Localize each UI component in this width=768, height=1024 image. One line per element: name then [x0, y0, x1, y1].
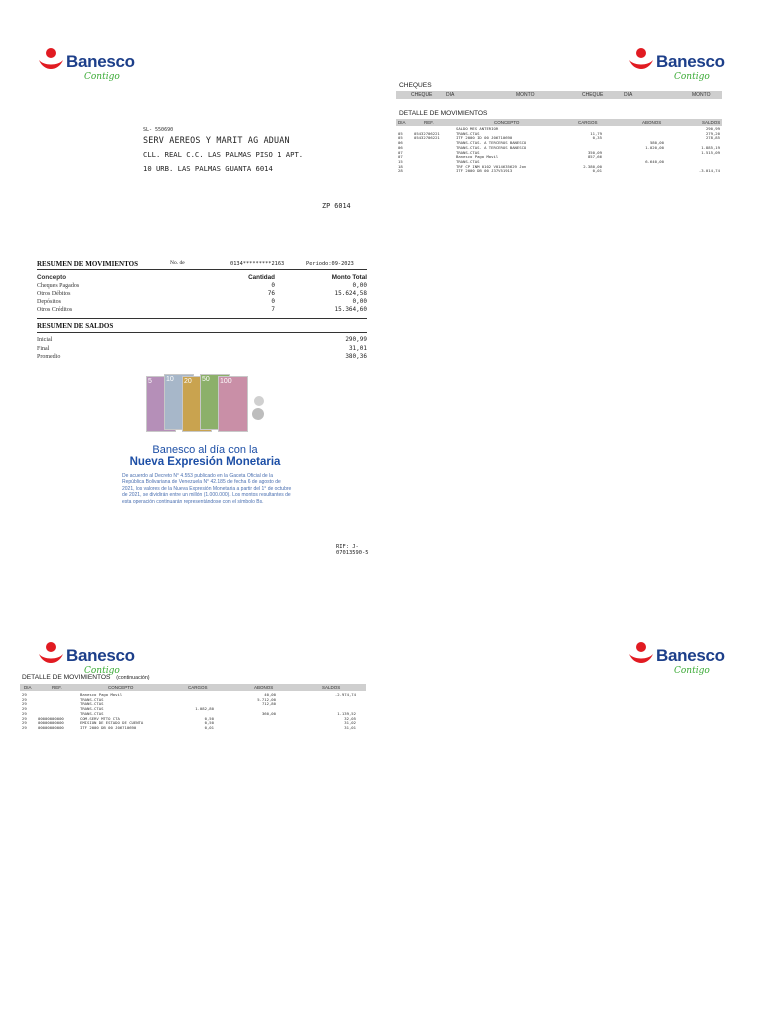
cell-dia: 29	[22, 725, 27, 731]
cell-concepto: ITF 2000 DB 00 J06710690	[80, 725, 137, 731]
cheques-title: CHEQUES	[399, 82, 432, 89]
cell-dia: 06	[398, 140, 403, 146]
detail-cont-title-text: DETALLE DE MOVIMIENTOS	[22, 674, 111, 681]
cell-concepto: TRANS.CTAS	[456, 130, 480, 136]
summary-concept: Otros Débitos	[37, 291, 71, 297]
banesco-logo	[626, 44, 738, 88]
cell-concepto: SALDO MES ANTERIOR	[456, 126, 499, 131]
cell-saldos: 1.139,52	[337, 710, 356, 716]
cell-dia: 15	[398, 159, 403, 165]
statement-period: Periodo:09-2023	[306, 261, 354, 267]
col-concepto: CONCEPTO	[108, 685, 134, 690]
movements-summary-table	[37, 274, 367, 314]
promo-title-line-1: Banesco al día con la	[152, 444, 258, 456]
cell-concepto: TRANS.CTAS	[80, 696, 104, 702]
banesco-logo	[36, 44, 148, 88]
brand-name: Banesco	[66, 52, 135, 71]
cell-concepto: EMISION DE ESTADO DE CUENTA	[80, 720, 144, 726]
summary-qty: 76	[267, 290, 275, 297]
cell-concepto: TRANS.CTAS. A TERCEROS BANESCO	[456, 140, 527, 146]
cell-saldos: -3.014,74	[698, 168, 720, 174]
balance-value: 31,01	[348, 344, 367, 352]
account-code: SL- 550690	[143, 127, 174, 133]
balance-label: Final	[37, 345, 50, 352]
brand-name: Banesco	[656, 52, 725, 71]
cell-cargos: 0,01	[592, 168, 602, 174]
col-concept: Concepto	[37, 274, 67, 281]
coin-icon	[252, 408, 264, 420]
cheques-header-bar	[396, 91, 722, 99]
col-abonos: ABONOS	[642, 120, 662, 125]
brand-name: Banesco	[656, 646, 725, 665]
denomination-label: 5	[148, 378, 152, 385]
denomination-label: 50	[202, 376, 210, 383]
detail-cont-subtitle: (continuación)	[116, 675, 150, 681]
cell-dia: 05	[398, 135, 403, 141]
cell-concepto: TRANS.CTAS	[456, 149, 480, 155]
col-dia: DIA	[446, 92, 455, 98]
summary-total: 0,00	[352, 282, 367, 289]
col-monto: MONTO	[692, 92, 711, 98]
cell-abonos: 712,80	[261, 701, 276, 707]
cell-dia: 05	[398, 130, 403, 136]
balance-row	[37, 345, 367, 354]
cell-dia: 29	[22, 715, 27, 721]
denomination-label: 10	[166, 376, 174, 383]
cell-concepto: TRANS.CTAS	[80, 706, 104, 712]
summary-total: 0,00	[352, 298, 367, 305]
account-holder: SERV AEREOS Y MARIT AG ADUAN	[143, 135, 290, 145]
cell-dia: 29	[22, 710, 27, 716]
account-number: 0134*********2163	[230, 261, 285, 267]
cell-cargos: 0,35	[592, 135, 602, 141]
cell-ref: 05432706221	[414, 135, 440, 141]
banesco-mark-icon	[626, 46, 656, 76]
brand-tagline: Contigo	[674, 72, 710, 82]
balances-table	[37, 336, 367, 362]
cell-abonos: 5.712,00	[257, 696, 276, 702]
col-cargos: CARGOS	[188, 685, 208, 690]
cell-cargos: 11,79	[590, 130, 602, 136]
statement-page-1	[0, 0, 384, 556]
brand-tagline: Contigo	[84, 72, 120, 82]
cell-abonos: 360,00	[261, 710, 276, 716]
cell-saldos: 278,85	[705, 135, 720, 141]
promo-body: De acuerdo al Decreto N° 4.553 publicado en la Gaceta Oficial de la República Bolivariana de Venezuela N° 42.185 de fecha 6 de agosto de 2021, los valores de la Nueva Expresión Monetaria a partir del 1° de octubre de 2021, se dividirán entre un millón (1.000.000). Los montos resultantes de esta operación continuarán representándose con el símbolo Bs.	[122, 473, 292, 505]
cell-dia: 18	[398, 163, 403, 169]
cell-concepto: TRANS.CTAS	[80, 710, 104, 716]
summary-qty: 7	[271, 306, 275, 313]
col-cheque: CHEQUE	[582, 92, 604, 98]
divider	[37, 318, 367, 319]
cell-cargos: 1.082,80	[195, 706, 214, 712]
col-concepto: CONCEPTO	[494, 120, 520, 125]
brand-tagline: Contigo	[674, 666, 710, 676]
cell-concepto: TRANS.CTAS	[80, 701, 104, 707]
cell-cargos: 2.380,00	[583, 163, 602, 169]
table-row	[398, 169, 722, 174]
cell-concepto: Banesco Pago Movil	[80, 692, 123, 697]
col-total: Monto Total	[331, 274, 367, 281]
cell-concepto: TRANS.CTAS. A TERCEROS BANESCO	[456, 144, 527, 150]
cell-ref: 00000000000	[38, 715, 64, 721]
banesco-logo	[626, 638, 738, 682]
cell-cargos: 857,66	[587, 154, 602, 160]
cell-cargos: 0,01	[204, 725, 214, 731]
cell-saldos: 32,05	[344, 715, 356, 721]
cell-cargos: 0,50	[204, 720, 214, 726]
summary-total: 15.624,58	[334, 290, 367, 297]
col-ref: REF.	[52, 685, 62, 690]
detail-cont-table	[22, 693, 366, 731]
account-header	[143, 127, 343, 173]
summary-row	[37, 290, 367, 298]
cell-dia: 07	[398, 149, 403, 155]
col-monto: MONTO	[516, 92, 535, 98]
balance-value: 290,99	[345, 336, 367, 343]
summary-qty: 0	[271, 298, 275, 305]
col-cargos: CARGOS	[578, 120, 598, 125]
cell-concepto: Banesco Pago Movil	[456, 154, 499, 160]
cell-abonos: 6.640,00	[645, 159, 664, 165]
summary-row	[37, 282, 367, 290]
summary-qty: 0	[271, 282, 275, 289]
col-saldos: SALDOS	[702, 120, 721, 125]
balance-value: 380,36	[345, 353, 367, 360]
brand-name: Banesco	[66, 646, 135, 665]
balance-row	[37, 336, 367, 345]
cell-concepto: TRANS.CTAS	[456, 159, 480, 165]
promo-title-line-2: Nueva Expresión Monetaria	[129, 456, 281, 468]
denomination-label: 100	[220, 378, 232, 385]
cell-cargos: 350,09	[587, 149, 602, 155]
col-cheque: CHEQUE	[411, 92, 433, 98]
banesco-mark-icon	[36, 640, 66, 670]
cell-saldos: 31,02	[344, 720, 356, 726]
col-saldos: SALDOS	[322, 685, 341, 690]
account-number-label: No. de	[170, 260, 185, 266]
brand-tagline: Contigo	[84, 666, 120, 676]
cell-abonos: 1.020,00	[645, 144, 664, 150]
cell-dia: 29	[22, 692, 27, 697]
balance-label: Inicial	[37, 337, 53, 343]
cell-cargos: 0,50	[204, 715, 214, 721]
cell-dia: 29	[22, 706, 27, 712]
cell-dia: 29	[22, 701, 27, 707]
banesco-mark-icon	[36, 46, 66, 76]
summary-title: RESUMEN DE MOVIMIENTOS	[37, 260, 138, 268]
detail-cont-header-bar	[20, 684, 366, 691]
cell-saldos: 290,99	[705, 126, 720, 131]
cell-ref: 05432706221	[414, 130, 440, 136]
summary-concept: Cheques Pagados	[37, 283, 80, 289]
col-dia: DIA	[24, 685, 32, 690]
summary-concept: Depósitos	[37, 299, 61, 305]
cell-concepto: COM.SERV MTTO CTA	[80, 715, 120, 721]
cell-abonos: 40,00	[264, 692, 276, 697]
col-abonos: ABONOS	[254, 685, 274, 690]
detail-cont-title	[22, 674, 150, 681]
cell-ref: 00000000000	[38, 725, 64, 731]
cell-dia: 28	[398, 168, 403, 174]
banknotes-illustration	[146, 372, 266, 436]
cell-saldos: 1.885,19	[701, 144, 720, 150]
col-quantity: Cantidad	[248, 274, 275, 281]
summary-header-row	[37, 274, 367, 282]
detail-table	[398, 127, 722, 174]
col-dia: DIA	[624, 92, 633, 98]
divider	[37, 332, 367, 333]
statement-page-2	[384, 0, 768, 512]
cell-saldos: 1.515,09	[701, 149, 720, 155]
cell-dia: 06	[398, 144, 403, 150]
tax-id: RIF: J-07013590-5	[336, 544, 369, 556]
cell-concepto: ITF 2000 DB 00 J37V51913	[456, 168, 513, 174]
table-row	[22, 726, 366, 731]
cell-abonos: 580,00	[649, 140, 664, 146]
cell-dia: 07	[398, 154, 403, 160]
denomination-label: 20	[184, 378, 192, 385]
summary-row	[37, 298, 367, 306]
cell-saldos: 279,20	[705, 130, 720, 136]
balance-label: Promedio	[37, 354, 61, 360]
divider	[37, 269, 367, 270]
balances-title: RESUMEN DE SALDOS	[37, 322, 114, 330]
cell-ref: 00000000000	[38, 720, 64, 726]
cell-saldos: -2.974,74	[334, 692, 356, 697]
address-line-1: CLL. REAL C.C. LAS PALMAS PISO 1 APT.	[143, 150, 304, 159]
col-dia: DIA	[398, 120, 406, 125]
summary-row	[37, 306, 367, 314]
coin-icon	[254, 396, 264, 406]
summary-concept: Otros Créditos	[37, 307, 73, 313]
cell-concepto: TRF CP INM 0102 V014635629 Jon	[456, 163, 527, 169]
address-line-2: 10 URB. LAS PALMAS GUANTA 6014	[143, 164, 273, 173]
cell-saldos: 31,01	[344, 725, 356, 731]
detail-title: DETALLE DE MOVIMIENTOS	[399, 110, 488, 117]
cell-concepto: ITF 2000 ID 00 J06710690	[456, 135, 513, 141]
summary-total: 15.364,60	[334, 306, 367, 313]
promo-title	[112, 444, 298, 468]
cell-dia: 29	[22, 720, 27, 726]
postal-zone: ZP 6014	[322, 202, 351, 210]
cell-dia: 29	[22, 696, 27, 702]
statement-page-4	[384, 512, 768, 1024]
balance-row	[37, 353, 367, 362]
col-ref: REF.	[424, 120, 434, 125]
banesco-mark-icon	[626, 640, 656, 670]
detail-header-bar	[396, 119, 722, 126]
statement-page-3	[0, 512, 384, 1024]
